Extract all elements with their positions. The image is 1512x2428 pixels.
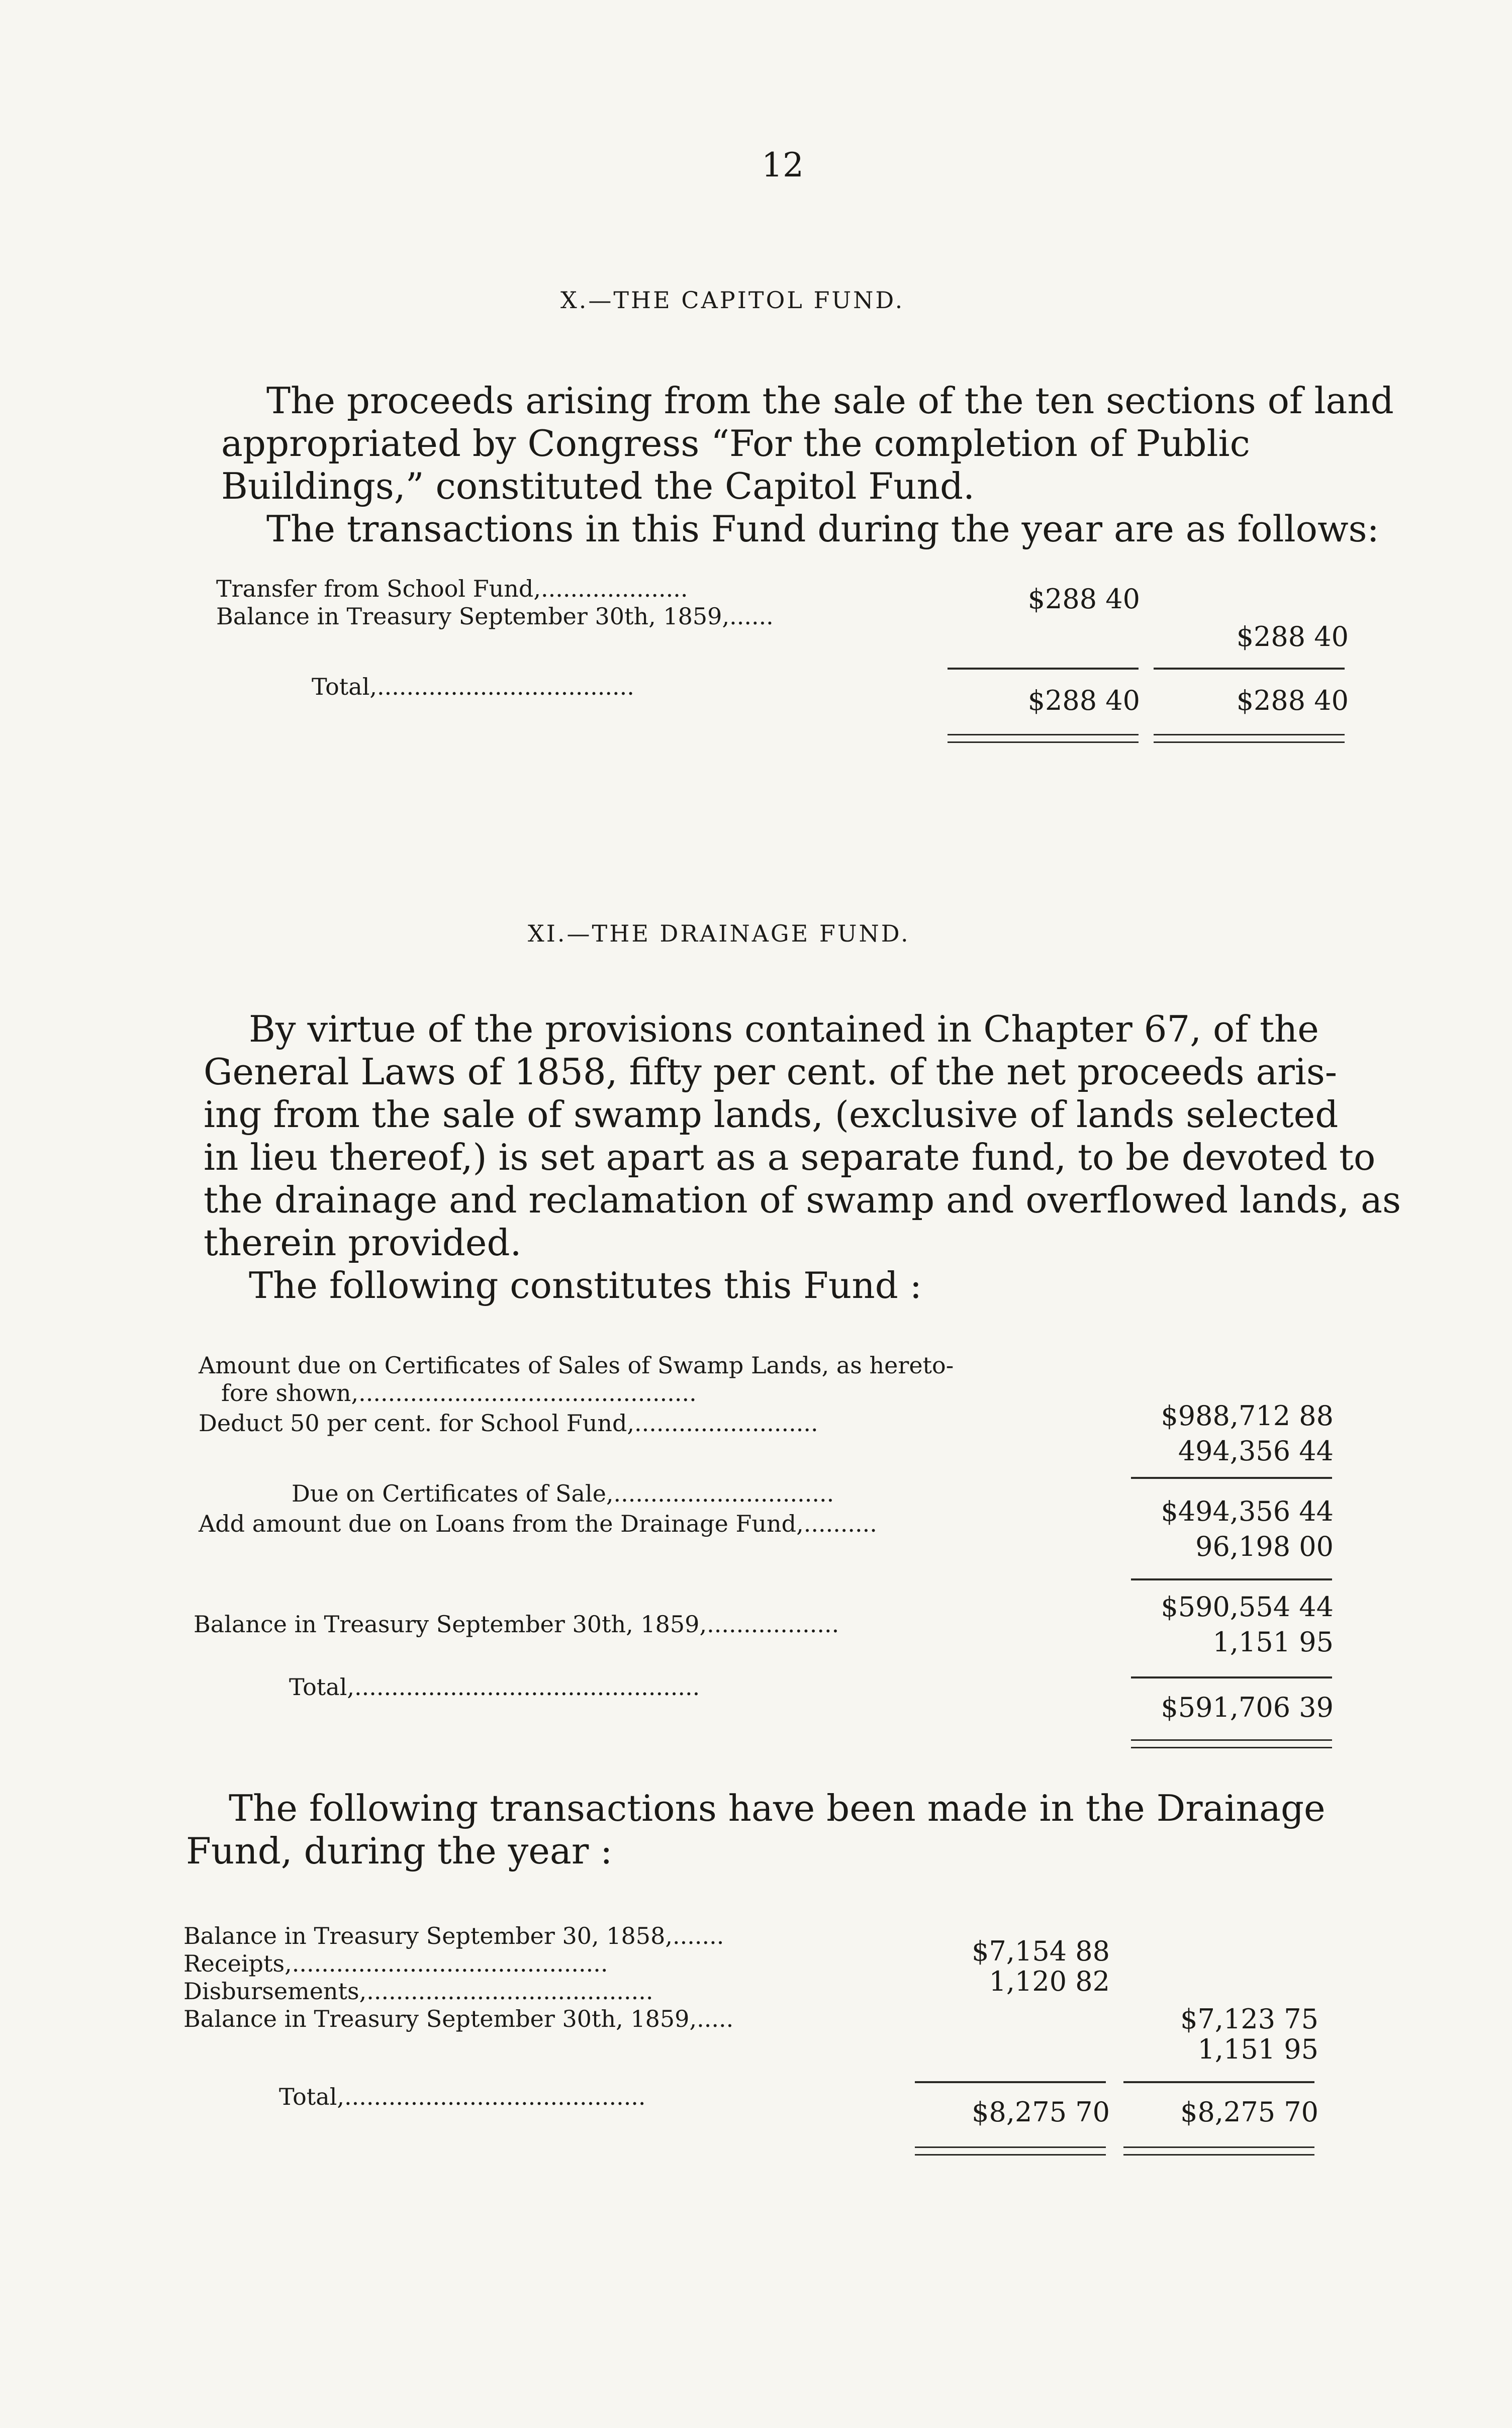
drainage-trans-row-label: Receipts,........................................... [183,1950,608,1977]
drainage-trans-row-col1: 1,120 82 [989,1966,1110,1997]
capitol-para-line: The proceeds arising from the sale of the ten sections of land [266,380,1394,422]
drainage-total-value: $591,706 39 [1161,1692,1334,1723]
drainage-trans-sum-rule-2 [1123,2081,1314,2083]
drainage-para-line: in lieu thereof,) is set apart as a separate fund, to be devoted to [204,1136,1376,1178]
capitol-fund-heading: X.—THE CAPITOL FUND. [560,287,905,314]
drainage-amount-due-line2: fore shown,.............................................. [221,1379,697,1407]
drainage-due-label: Due on Certificates of Sale,.............................. [292,1480,834,1507]
drainage-para3-line: The following transactions have been made in the Drainage [229,1787,1326,1829]
drainage-subtotal-value: $590,554 44 [1161,1591,1334,1623]
drainage-trans-row-label: Balance in Treasury September 30, 1858,....... [183,1922,724,1949]
capitol-para-2: The transactions in this Fund during the year are as follows: [266,508,1379,550]
capitol-row-label: Transfer from School Fund,.................... [216,575,688,602]
drainage-trans-sum-rule-1 [915,2081,1106,2083]
capitol-total-col2: $288 40 [1236,685,1349,716]
capitol-para-line: appropriated by Congress “For the completion of Public [221,422,1250,464]
drainage-trans-row-col1: $7,154 88 [972,1935,1110,1967]
drainage-sum-rule-3 [1131,1676,1332,1678]
drainage-due-value: $494,356 44 [1161,1496,1334,1527]
drainage-double-rule [1131,1739,1332,1748]
drainage-sum-rule-1 [1131,1477,1332,1479]
drainage-trans-row-col2: $7,123 75 [1180,2003,1318,2035]
capitol-double-rule-1 [948,734,1139,743]
drainage-amount-due-line1: Amount due on Certificates of Sales of Swamp Lands, as hereto- [199,1352,954,1379]
drainage-trans-double-rule-2 [1123,2146,1314,2156]
capitol-total-col1: $288 40 [1027,685,1140,716]
drainage-balance-label: Balance in Treasury September 30th, 1859,.................. [194,1611,839,1638]
capitol-row-label: Balance in Treasury September 30th, 1859,...... [216,603,774,630]
capitol-sum-rule-1 [948,668,1139,670]
drainage-para-line: the drainage and reclamation of swamp and overflowed lands, as [204,1179,1401,1221]
capitol-sum-rule-2 [1154,668,1345,670]
capitol-row-col2: $288 40 [1236,621,1349,652]
drainage-trans-total-col1: $8,275 70 [972,2096,1110,2128]
drainage-trans-total-label: Total,......................................... [279,2083,646,2110]
drainage-deduct-label: Deduct 50 per cent. for School Fund,......................... [199,1410,818,1437]
drainage-add-label: Add amount due on Loans from the Drainage Fund,.......... [199,1510,877,1537]
drainage-trans-double-rule-1 [915,2146,1106,2156]
drainage-para-line: ing from the sale of swamp lands, (exclusive of lands selected [204,1093,1339,1136]
drainage-fund-heading: XI.—THE DRAINAGE FUND. [528,920,910,947]
capitol-row-col1: $288 40 [1027,583,1140,615]
capitol-double-rule-2 [1154,734,1345,743]
drainage-trans-row-label: Disbursements,....................................... [183,1978,653,2005]
drainage-para-2: The following constitutes this Fund : [249,1264,922,1306]
drainage-para-line: therein provided. [204,1222,522,1264]
drainage-trans-total-col2: $8,275 70 [1180,2096,1318,2128]
drainage-trans-row-col2: 1,151 95 [1197,2033,1318,2065]
drainage-para-line: General Laws of 1858, fifty per cent. of the net proceeds aris- [204,1051,1338,1093]
capitol-total-label: Total,................................... [312,673,634,700]
drainage-add-value: 96,198 00 [1195,1531,1334,1562]
drainage-para-line: By virtue of the provisions contained in Chapter 67, of the [249,1008,1319,1050]
drainage-total-label: Total,............................................... [289,1673,700,1701]
page-number: 12 [762,146,804,184]
drainage-para3-line: Fund, during the year : [186,1830,613,1872]
drainage-amount-due-value: $988,712 88 [1161,1400,1334,1432]
drainage-balance-value: 1,151 95 [1212,1626,1334,1658]
capitol-para-line: Buildings,” constituted the Capitol Fund. [221,465,975,507]
drainage-sum-rule-2 [1131,1578,1332,1580]
drainage-deduct-value: 494,356 44 [1178,1435,1334,1467]
drainage-trans-row-label: Balance in Treasury September 30th, 1859,..... [183,2005,734,2032]
